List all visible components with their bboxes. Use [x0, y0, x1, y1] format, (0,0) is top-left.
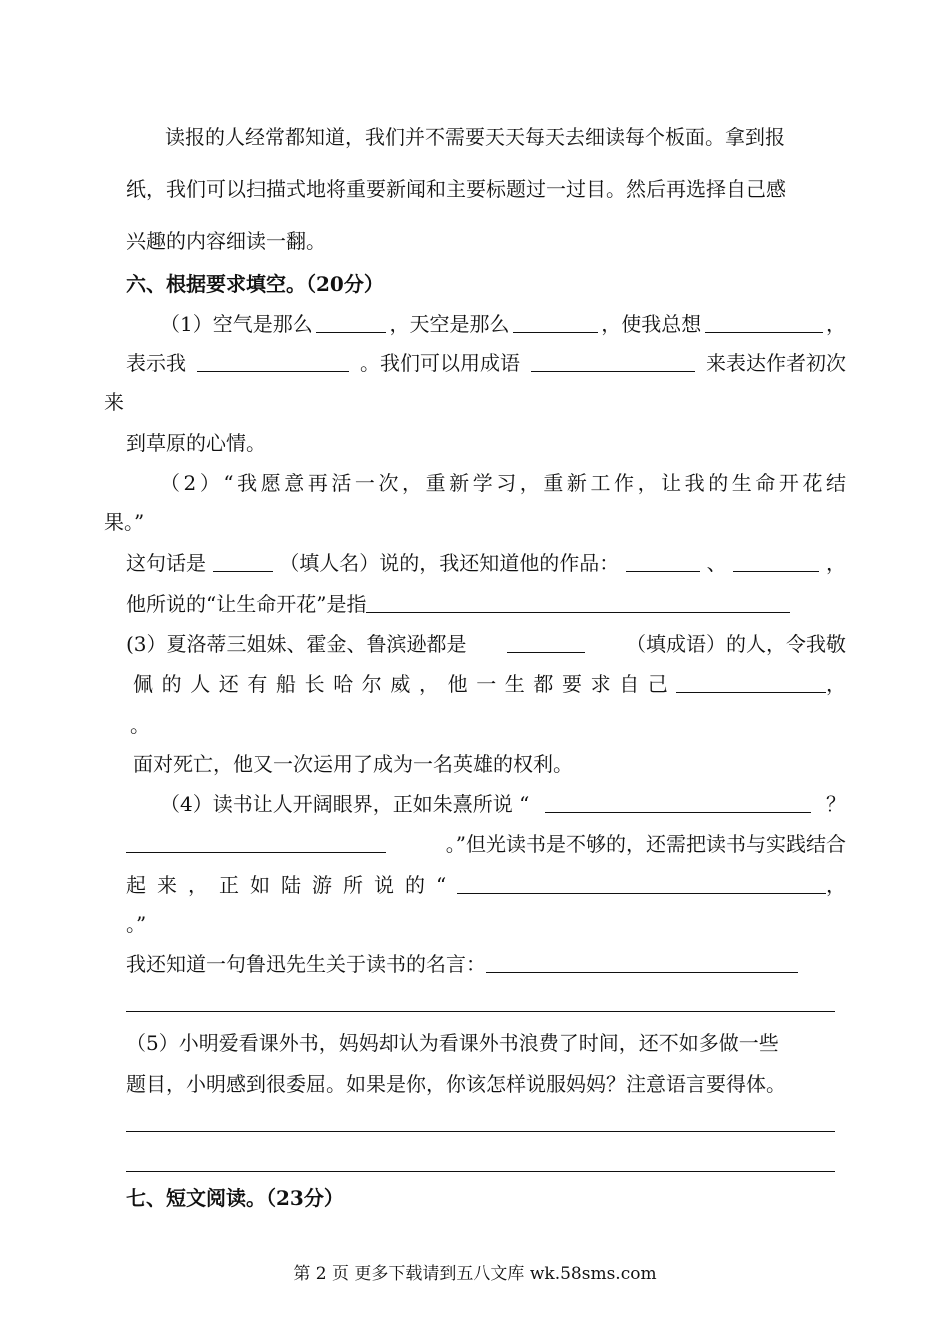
- page-footer: 第 2 页 更多下载请到五八文库 wk.58sms.com: [293, 1264, 657, 1284]
- q3-blank-1[interactable]: [507, 632, 585, 653]
- q4-text-a: （4）读书让人开阔眼界，正如朱熹所说 “: [160, 792, 530, 816]
- q5-line-1: （5）小明爱看课外书，妈妈却认为看课外书浪费了时间，还不如多做一些: [126, 1031, 779, 1055]
- passage-line-2: 纸，我们可以扫描式地将重要新闻和主要标题过一过目。然后再选择自己感: [126, 177, 786, 201]
- q1-text-g: 来表达作者初次: [706, 351, 846, 375]
- q3-text-a: (3）夏洛蒂三姐妹、霍金、鲁滨逊都是: [126, 632, 467, 656]
- q1-text-d: ，: [825, 312, 846, 336]
- q2-line-1: [160, 471, 846, 495]
- q4-blank-4[interactable]: [486, 952, 798, 973]
- q2-text-d: （填人名）说的，我还知道他的作品：: [279, 551, 620, 575]
- q2-blank-2[interactable]: [626, 551, 700, 572]
- q1-text-b: ，天空是那么: [389, 312, 510, 336]
- q2-line-3: [126, 551, 846, 575]
- section-6-title: 六、根据要求填空。（20分）: [126, 272, 384, 296]
- q4-line-1: [160, 792, 846, 816]
- q2-blank-4[interactable]: [366, 592, 790, 613]
- q5-answer-line-1[interactable]: [126, 1131, 835, 1132]
- q3-blank-2[interactable]: [676, 672, 826, 693]
- q1-text-f: 。我们可以用成语: [360, 351, 520, 375]
- q4-text-c: 。”但光读书是不够的，还需把读书与实践结合: [445, 832, 846, 856]
- q2-text-e: 、: [706, 551, 727, 575]
- q2-blank-1[interactable]: [213, 551, 273, 572]
- q3-line-2: [133, 672, 846, 696]
- q1-text-c: ，使我总想: [601, 312, 702, 336]
- q3-line-1: [126, 632, 846, 656]
- q4-line-5: [126, 952, 798, 976]
- q1-blank-1[interactable]: [316, 312, 386, 333]
- q1-line-3: 来: [104, 390, 124, 414]
- q2-text-a: （2）“我愿意再活一次，重新学习，重新工作，让我的生命开花结: [160, 471, 846, 495]
- q1-line-4: 到草原的心情。: [126, 431, 266, 455]
- section-7-title: 七、短文阅读。（23分）: [126, 1186, 344, 1210]
- q4-text-d: 起来，正如陆游所说的“: [126, 873, 458, 897]
- q3-text-b: （填成语）的人，令我敬: [626, 632, 846, 656]
- q3-text-d: ，: [826, 672, 846, 696]
- q4-line-2: [126, 832, 846, 856]
- q2-text-c: 这句话是: [126, 551, 206, 575]
- q5-answer-line-2[interactable]: [126, 1171, 835, 1172]
- q4-line-4: 。”: [126, 912, 147, 936]
- q4-line-3: [126, 873, 846, 897]
- q3-line-4: 面对死亡，他又一次运用了成为一名英雄的权利。: [133, 752, 573, 776]
- passage-line-1: 读报的人经常都知道，我们并不需要天天每天去细读每个板面。拿到报: [165, 125, 785, 149]
- q1-blank-3[interactable]: [705, 312, 823, 333]
- q1-line-1: [160, 312, 846, 336]
- q2-line-2: 果。”: [104, 510, 145, 534]
- q5-line-2: 题目，小明感到很委屈。如果是你，你该怎样说服妈妈？注意语言要得体。: [126, 1072, 786, 1096]
- q4-text-g: 我还知道一句鲁迅先生关于读书的名言：: [126, 952, 486, 976]
- q2-line-4: [126, 592, 790, 616]
- q4-blank-1[interactable]: [545, 792, 811, 813]
- q1-text-e: 表示我: [126, 351, 186, 375]
- q2-text-f: ，: [825, 551, 846, 575]
- q4-text-b: ？: [826, 792, 846, 816]
- q1-text-a: （1）空气是那么: [160, 312, 313, 336]
- q2-blank-3[interactable]: [733, 551, 819, 572]
- q3-text-c: 佩的人还有船长哈尔威，他一生都要求自己: [133, 672, 677, 696]
- q1-blank-4[interactable]: [197, 351, 349, 372]
- q1-blank-5[interactable]: [531, 351, 695, 372]
- q4-blank-3[interactable]: [457, 873, 826, 894]
- q1-line-2: [126, 351, 846, 375]
- q3-line-3: 。: [130, 713, 150, 737]
- q4-text-e: ，: [826, 873, 846, 897]
- q2-text-g: 他所说的“让生命开花”是指: [126, 592, 367, 616]
- q4-answer-line[interactable]: [126, 1011, 835, 1012]
- passage-line-3: 兴趣的内容细读一翻。: [126, 229, 326, 253]
- q1-blank-2[interactable]: [513, 312, 598, 333]
- q4-blank-2[interactable]: [126, 832, 386, 853]
